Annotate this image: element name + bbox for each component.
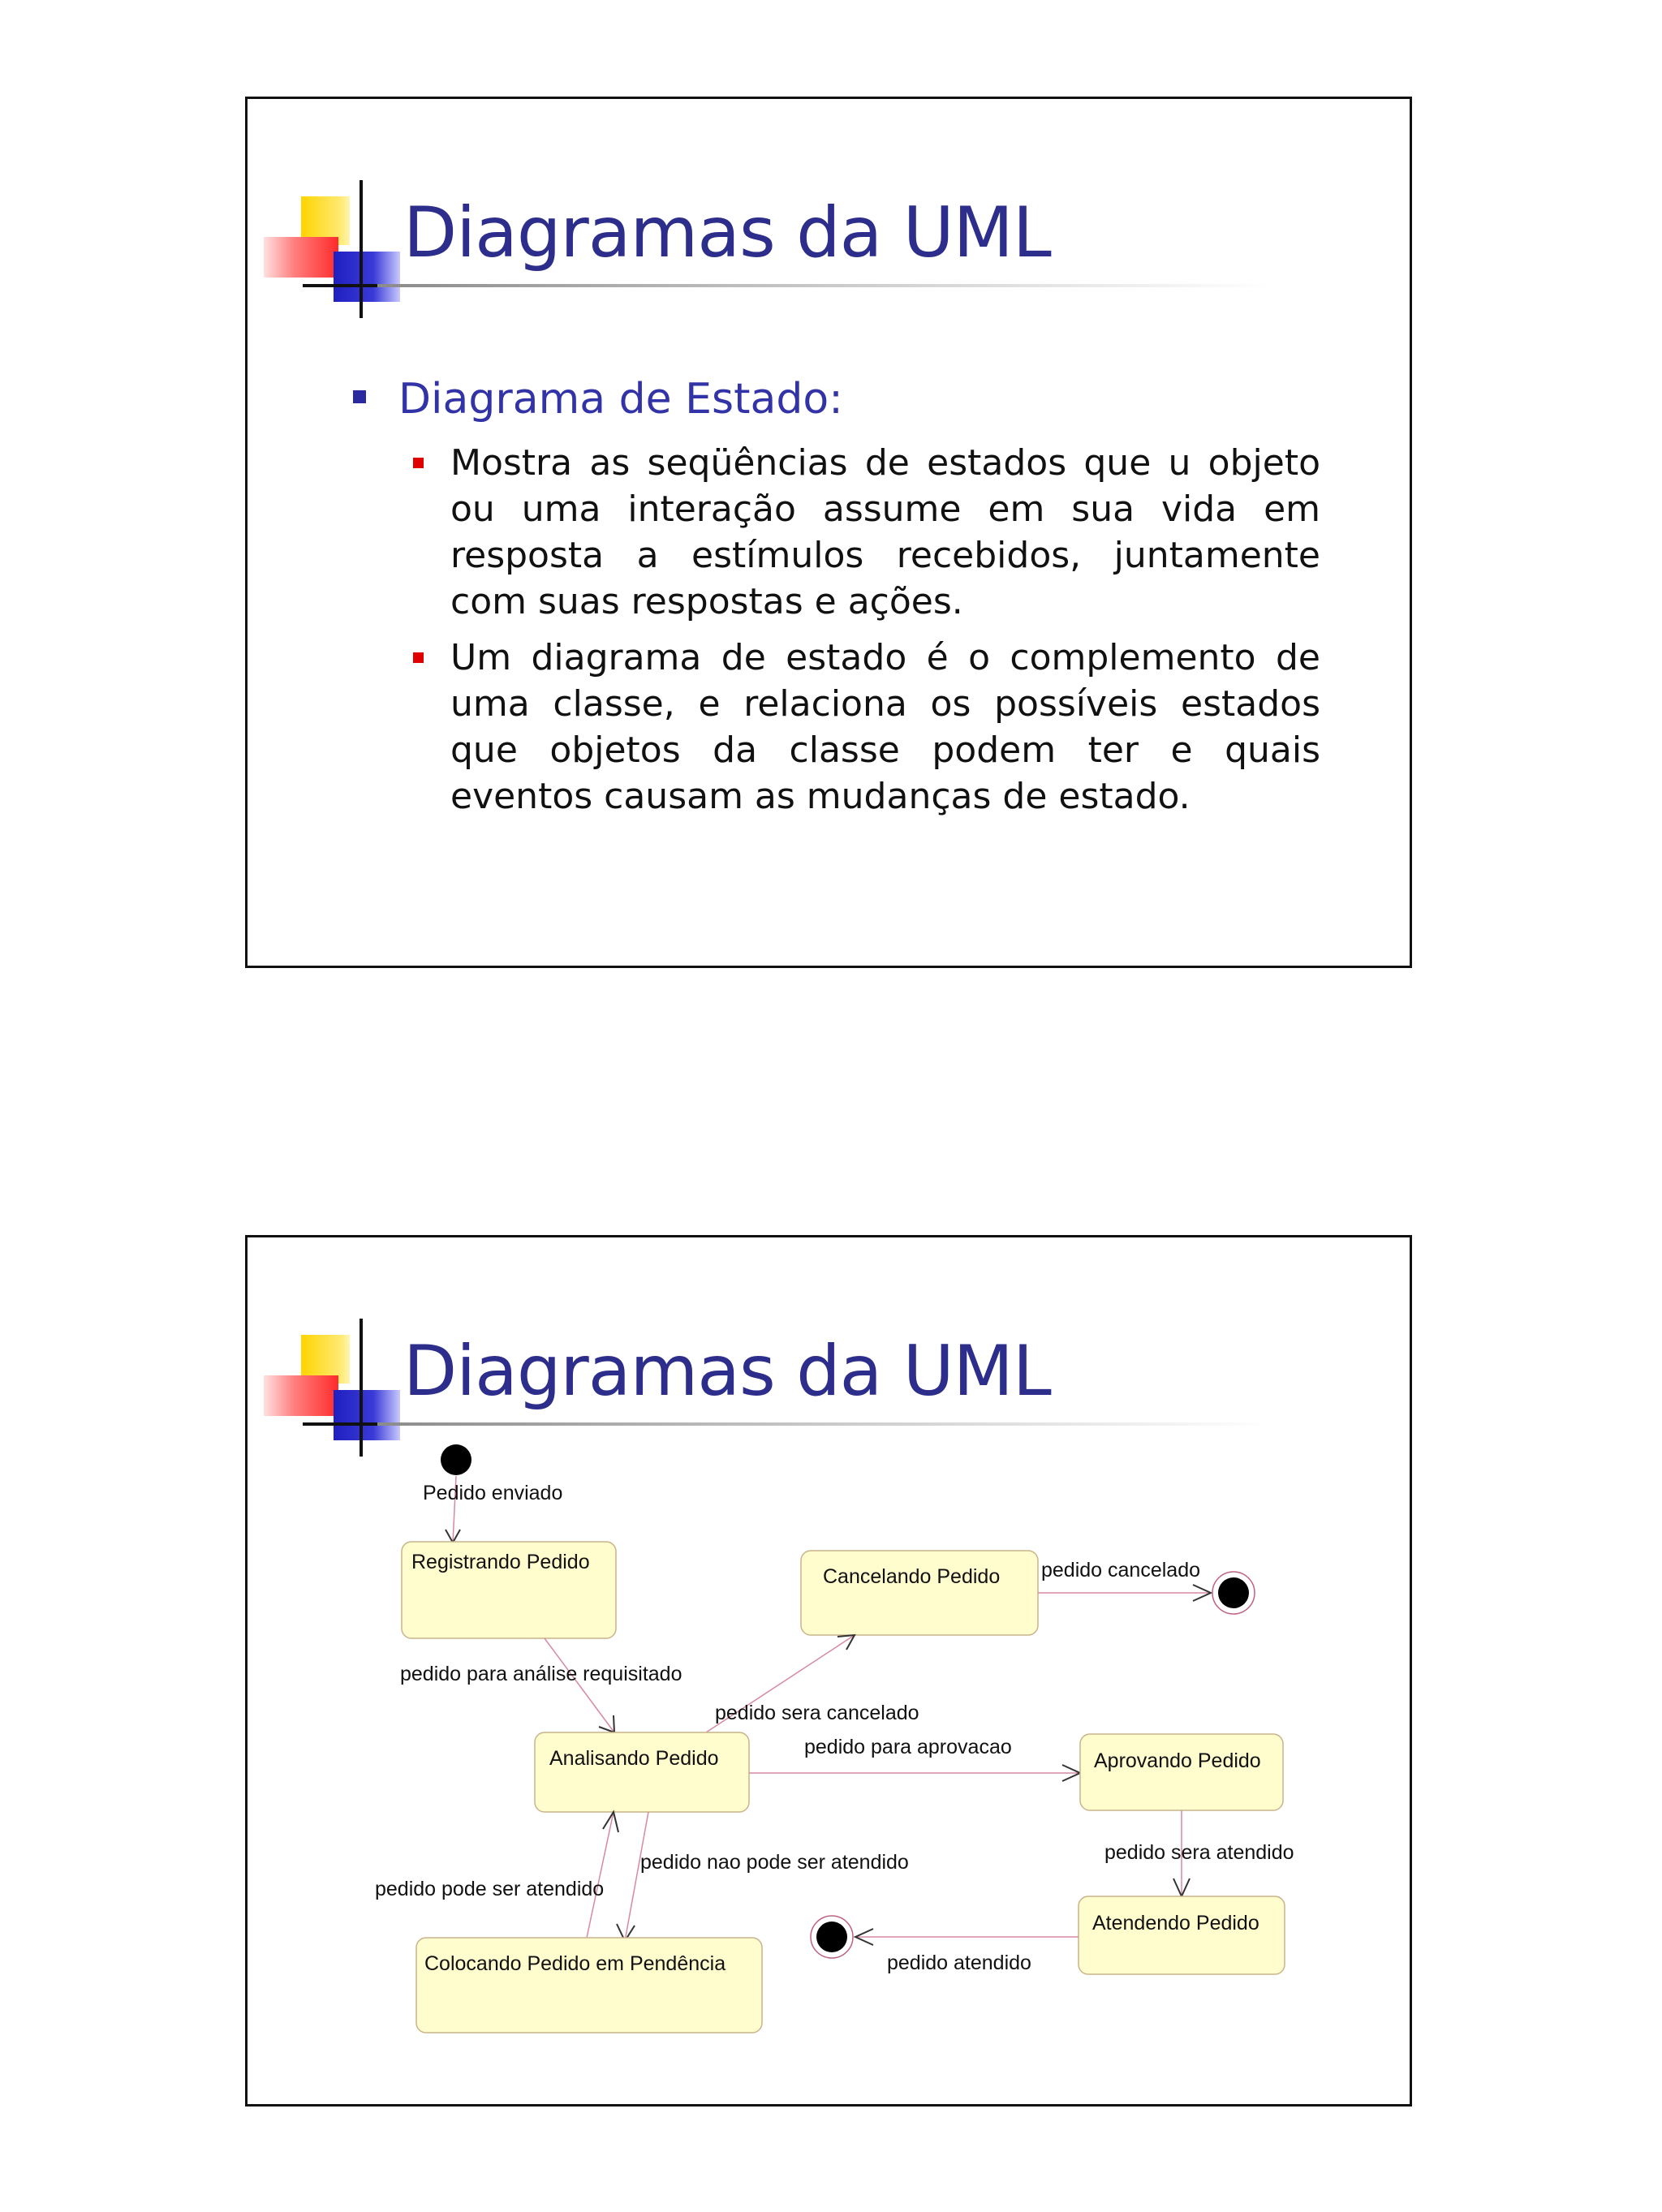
- initial-state: [441, 1444, 471, 1475]
- title-underline: [377, 284, 1270, 287]
- transition-label-cancelado: pedido cancelado: [1041, 1559, 1200, 1582]
- square-bullet-icon: [353, 390, 366, 403]
- state-label: Analisando Pedido: [549, 1747, 719, 1770]
- transition-label-nao-pode: pedido nao pode ser atendido: [640, 1851, 909, 1874]
- state-colocando-pedido-pendencia: [416, 1938, 762, 2033]
- sub-bullet-text: Mostra as seqüências de estados que u objeto ou uma interação assume em sua vida em resposta a estímulos recebidos, juntamente com suas respostas e ações.: [450, 442, 1320, 622]
- red-square-bullet-icon: [413, 458, 424, 468]
- state-atendendo-pedido: [1079, 1896, 1285, 1974]
- transition-label-enviado: Pedido enviado: [423, 1482, 563, 1504]
- state-label: Cancelando Pedido: [823, 1565, 1001, 1588]
- state-registrando-pedido: [402, 1542, 616, 1638]
- slide-2: [245, 1235, 1412, 2107]
- slide-title: Diagramas da UML: [403, 192, 1051, 273]
- red-square-bullet-icon: [413, 652, 424, 663]
- state-label: Registrando Pedido: [411, 1551, 590, 1573]
- slide-title: Diagramas da UML: [403, 1331, 1051, 1412]
- state-diagram: [248, 1237, 1410, 2104]
- final-state-atendido: [811, 1916, 853, 1958]
- transition-label-analise: pedido para análise requisitado: [400, 1663, 682, 1685]
- transition-label-atendido: pedido atendido: [887, 1952, 1031, 1974]
- transition-label-aprovacao: pedido para aprovacao: [804, 1736, 1012, 1758]
- heading-text: Diagrama de Estado:: [398, 375, 843, 424]
- state-label: Atendendo Pedido: [1092, 1912, 1259, 1934]
- slide-logo-decoration: [264, 180, 418, 318]
- state-cancelando-pedido: [801, 1551, 1038, 1635]
- transition-label-sera-cancelado: pedido sera cancelado: [715, 1702, 919, 1724]
- transition-label-sera-atendido: pedido sera atendido: [1104, 1841, 1294, 1864]
- state-label: Colocando Pedido em Pendência: [424, 1952, 726, 1975]
- state-aprovando-pedido: [1080, 1734, 1283, 1810]
- sub-bullet-text: Um diagrama de estado é o complemento de uma classe, e relaciona os possíveis estados que objetos da classe podem ter e quais eventos causam as mudanças de estado.: [450, 637, 1320, 817]
- state-label: Aprovando Pedido: [1094, 1749, 1261, 1772]
- transition-label-pode: pedido pode ser atendido: [375, 1878, 605, 1900]
- slide-1: [245, 97, 1412, 968]
- bullet-heading: [353, 375, 843, 424]
- final-state-cancelado: [1212, 1572, 1255, 1614]
- state-analisando-pedido: [535, 1732, 749, 1812]
